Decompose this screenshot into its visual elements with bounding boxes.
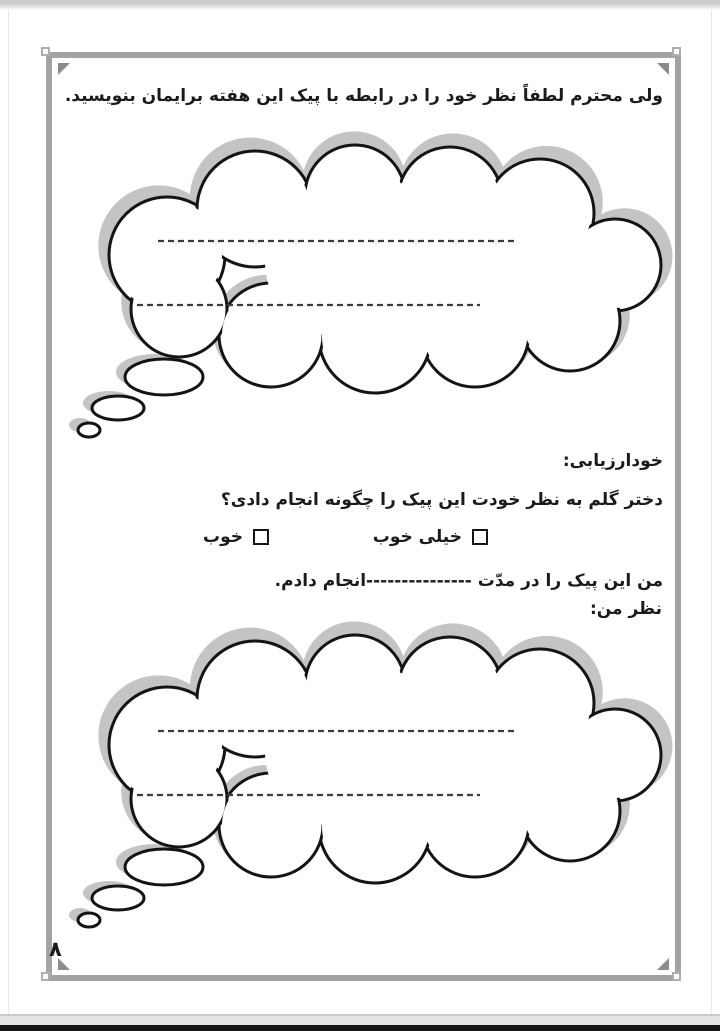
page-left-edge: [8, 10, 9, 1016]
page-top-scan-band: [0, 0, 720, 10]
option-good: [203, 527, 269, 547]
page-bottom-scan-band: [0, 1016, 720, 1025]
page-number: ۸: [49, 937, 62, 961]
self-assessment-question: دختر گلم به نظر خودت این پیک را چگونه انجام دادی؟: [220, 490, 663, 510]
thought-cloud-student-opinion: [75, 627, 675, 937]
option-very-good: [373, 527, 488, 547]
frame-corner-square-top-left: [41, 47, 50, 56]
frame-corner-triangle-top-left: [58, 63, 70, 75]
frame-corner-square-bottom-right: [672, 972, 681, 981]
page-right-edge: [711, 10, 712, 1016]
my-opinion-label: نظر من:: [589, 599, 662, 619]
frame-corner-triangle-bottom-right: [657, 958, 669, 970]
checkbox-very-good[interactable]: [472, 529, 488, 545]
parent-note-text: ولی محترم لطفاً نظر خود را در رابطه با پیک این هفته برایمان بنویسید.: [64, 86, 663, 106]
thought-cloud-parent-comment: [75, 137, 675, 447]
screen-bottom-bar: [0, 1025, 720, 1031]
frame-corner-square-bottom-left: [41, 972, 50, 981]
option-very-good-label: خیلی خوب: [372, 527, 462, 547]
frame-corner-square-top-right: [672, 47, 681, 56]
self-assessment-heading: خودارزیابی:: [562, 451, 663, 471]
option-good-label: خوب: [203, 527, 243, 547]
duration-fill-in-line: من این پیک را در مدّت ---------------انجام دادم.: [274, 571, 663, 591]
frame-corner-triangle-top-right: [657, 63, 669, 75]
checkbox-good[interactable]: [253, 529, 269, 545]
